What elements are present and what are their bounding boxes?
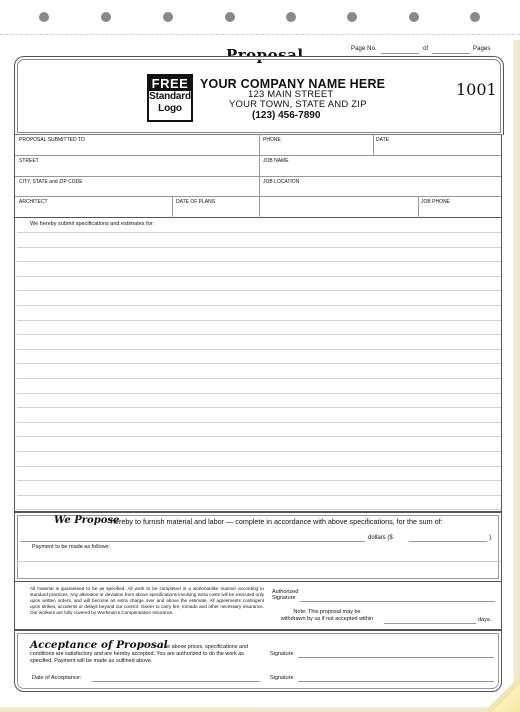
job-name-field[interactable]: JOB NAME — [263, 158, 289, 164]
dollars-end: ). — [489, 535, 493, 541]
punch-hole — [163, 12, 173, 22]
days-label: days. — [478, 617, 492, 623]
authorized-line2: Signature — [272, 595, 296, 601]
spec-ruled-line — [17, 334, 501, 335]
signature-label-1: Signature — [270, 651, 294, 657]
spec-ruled-line — [17, 480, 501, 481]
perforation-line — [0, 34, 520, 35]
punch-hole — [286, 12, 296, 22]
job-location-field[interactable]: JOB LOCATION — [263, 179, 300, 185]
grid-line — [172, 196, 173, 218]
payment-line[interactable] — [17, 561, 501, 562]
grid-line — [418, 196, 419, 218]
spec-ruled-line — [17, 305, 501, 306]
grid-line — [259, 134, 260, 218]
terms-text: All material is guaranteed to be as specified. All work to be completed in a workmanlike manner according to standard practices. Any alteration or deviation from above specifications involving extra costs will be executed only upon written orders, and will become an extra charge over and above the estimate. All agreements contingent upon strikes, accidents or delays beyond our control. Owner to carry fire, tornado and other necessary insurance. Our workers are fully covered by Workman's Compensation Insurance. — [30, 586, 264, 615]
pages-line — [432, 53, 470, 54]
punch-hole — [470, 12, 480, 22]
punch-hole — [409, 12, 419, 22]
spec-ruled-line — [17, 466, 501, 467]
authorized-line1: Authorized — [272, 589, 299, 595]
pages-label: Pages — [473, 46, 491, 52]
specifications-intro: We hereby submit specifications and estimates for: — [30, 221, 155, 227]
architect-field[interactable]: ARCHITECT — [19, 199, 48, 205]
punch-hole — [347, 12, 357, 22]
submitted-to-field[interactable]: PROPOSAL SUBMITTED TO — [19, 137, 85, 143]
page-no-line — [381, 53, 419, 54]
spec-ruled-line — [17, 509, 501, 510]
note-text — [272, 609, 382, 623]
date-of-acceptance-line[interactable] — [92, 681, 260, 682]
signature-label-2: Signature — [270, 675, 294, 681]
spec-ruled-line — [17, 422, 501, 423]
punch-hole — [101, 12, 111, 22]
logo-free: FREE — [149, 76, 191, 91]
grid-line — [15, 155, 501, 156]
street-field[interactable]: STREET — [19, 158, 39, 164]
spec-ruled-line — [17, 495, 501, 496]
acceptance-heading: Acceptance of Proposal — [30, 639, 168, 651]
signature-line-1[interactable] — [298, 657, 494, 658]
spec-ruled-line — [17, 393, 501, 394]
specifications-area[interactable] — [14, 218, 502, 512]
company-street: 123 MAIN STREET — [248, 89, 334, 100]
dollars-label: dollars ($ — [368, 535, 393, 541]
spec-ruled-line — [17, 378, 501, 379]
spec-ruled-line — [17, 247, 501, 248]
city-state-zip-field[interactable]: CITY, STATE and ZIP CODE — [19, 179, 83, 185]
spec-ruled-line — [17, 276, 501, 277]
note-line1: Note: This proposal may be — [293, 609, 361, 615]
company-city: YOUR TOWN, STATE AND ZIP — [229, 99, 367, 110]
spec-ruled-line — [17, 349, 501, 350]
date-field[interactable]: DATE — [376, 137, 389, 143]
company-logo — [147, 74, 193, 122]
company-name: YOUR COMPANY NAME HERE — [200, 77, 386, 91]
spec-ruled-line — [17, 436, 501, 437]
carbon-copy-edge-bottom — [0, 707, 520, 712]
punch-hole — [39, 12, 49, 22]
dollars-amount-line[interactable] — [409, 541, 487, 542]
spec-ruled-line — [17, 451, 501, 452]
job-phone-field[interactable]: JOB PHONE — [421, 199, 450, 205]
page-no-label: Page No. — [351, 46, 377, 52]
carbon-copy-edge — [513, 40, 520, 712]
grid-line — [15, 196, 501, 197]
we-propose-text: hereby to furnish material and labor — complete in accordance with above specifications, for the sum of: — [111, 517, 443, 526]
spec-ruled-line — [17, 232, 501, 233]
logo-logo: Logo — [158, 103, 182, 114]
authorized-signature-line[interactable] — [300, 601, 495, 602]
of-label: of — [423, 46, 429, 52]
payment-label: Payment to be made as follows: — [32, 544, 110, 550]
form-title: Proposal — [220, 46, 310, 64]
grid-line — [15, 176, 501, 177]
date-of-acceptance-label: Date of Acceptance: — [32, 675, 82, 681]
date-of-plans-field[interactable]: DATE OF PLANS — [176, 199, 216, 205]
days-line[interactable] — [384, 623, 476, 624]
we-propose-heading: We Propose — [54, 515, 120, 526]
spec-ruled-line — [17, 363, 501, 364]
spec-ruled-line — [17, 261, 501, 262]
spec-ruled-line — [17, 407, 501, 408]
sum-line[interactable] — [20, 541, 365, 542]
phone-field[interactable]: PHONE — [263, 137, 281, 143]
logo-standard: Standard — [149, 91, 191, 102]
note-line2: withdrawn by us if not accepted within — [280, 616, 374, 622]
punch-hole — [225, 12, 235, 22]
spec-ruled-line — [17, 290, 501, 291]
grid-line — [373, 134, 374, 155]
acceptance-text: — The above prices, specifications and conditions are satisfactory and are hereby accepted. You are authorized to do the work as specified. Payment will be made as outlined above. — [30, 644, 248, 664]
spec-ruled-line — [17, 320, 501, 321]
signature-line-2[interactable] — [298, 681, 494, 682]
company-phone: (123) 456-7890 — [252, 110, 321, 121]
form-number: 1001 — [456, 80, 497, 99]
authorized-signature-label — [272, 589, 298, 601]
